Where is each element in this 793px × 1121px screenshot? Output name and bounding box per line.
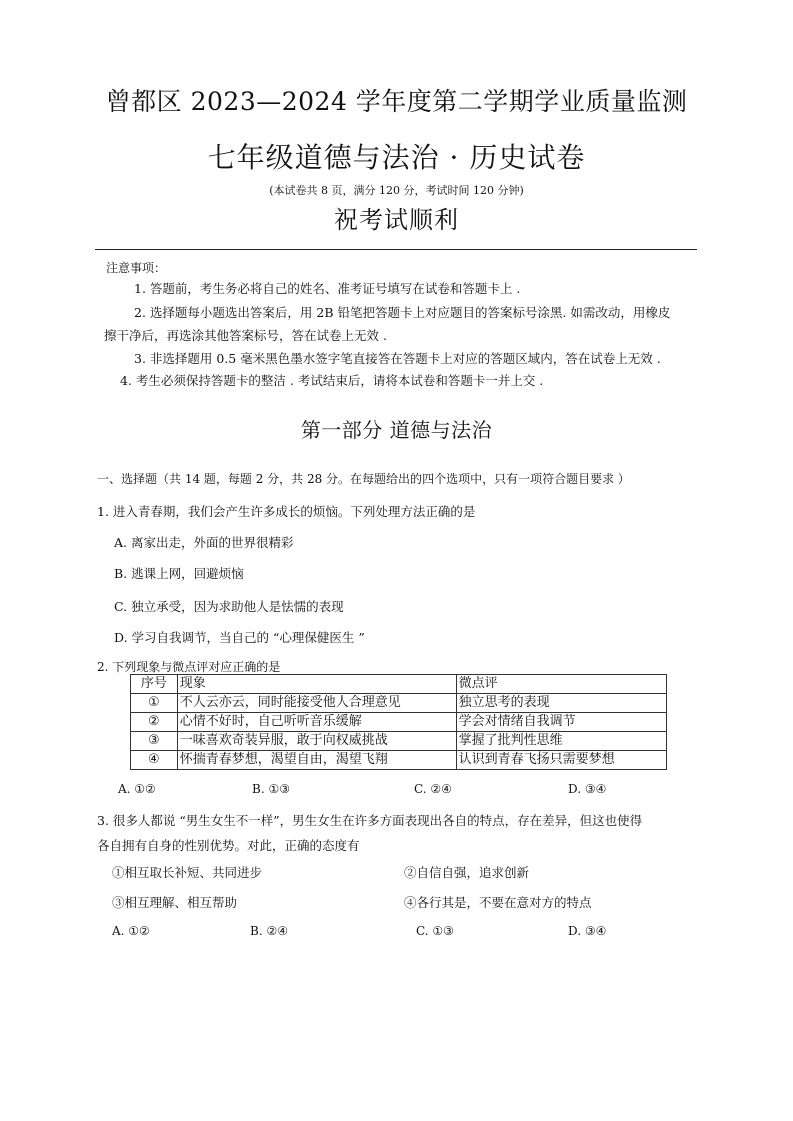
table-header-cell: 序号 <box>131 675 178 694</box>
notice-item-2b: 擦干净后，再选涂其他答案标号，答在试卷上无效 . <box>104 328 387 343</box>
q1-option-c: C. 独立承受，因为求助他人是怯懦的表现 <box>114 599 344 614</box>
q3-option-c: C. ①③ <box>416 924 454 938</box>
q3-statement-1: ①相互取长补短、共同进步 <box>112 865 263 880</box>
table-row <box>131 713 667 732</box>
q2-option-c: C. ②④ <box>414 782 452 796</box>
notice-item-1: 1. 答题前，考生务必将自己的姓名、准考证号填写在试卷和答题卡上 . <box>134 281 521 296</box>
table-cell: ② <box>131 713 178 732</box>
exam-title: 曾都区 2023—2024 学年度第二学期学业质量监测 <box>105 87 688 116</box>
table-cell: ④ <box>131 751 178 770</box>
q1-option-d: D. 学习自我调节，当自己的 “心理保健医生 ” <box>114 630 365 645</box>
notice-heading: 注意事项： <box>106 261 167 275</box>
table-cell: 学会对情绪自我调节 <box>456 713 666 732</box>
q2-option-b: B. ①③ <box>252 782 290 796</box>
q1-stem: 1. 进入青春期，我们会产生许多成长的烦恼。下列处理方法正确的是 <box>97 504 476 519</box>
section-title: 第一部分 道德与法治 <box>300 418 493 442</box>
table-row <box>131 751 667 770</box>
notice-item-4: 4. 考生必须保持答题卡的整洁 . 考试结束后，请将本试卷和答题卡一并上交 . <box>120 373 544 388</box>
table-cell: 独立思考的表现 <box>456 694 666 713</box>
table-cell: 认识到青春飞扬只需要梦想 <box>456 751 666 770</box>
table-header-cell: 现象 <box>177 675 456 694</box>
table-cell: 不人云亦云，同时能接受他人合理意见 <box>177 694 456 713</box>
q3-stem-line2: 各自拥有自身的性别优势。对此，正确的态度有 <box>97 838 360 853</box>
part-intro: 一、选择题（共 14 题，每题 2 分，共 28 分。在每题给出的四个选项中，只有一项符合题目要求 ） <box>97 472 630 486</box>
q3-statement-3: ③相互理解、相互帮助 <box>112 895 238 910</box>
subject-title: 七年级道德与法治 · 历史试卷 <box>207 141 586 174</box>
header-divider <box>95 249 697 250</box>
wish-text: 祝考试顺利 <box>334 206 459 234</box>
table-cell: ① <box>131 694 178 713</box>
table-row <box>131 694 667 713</box>
q3-option-a: A. ①② <box>112 924 150 938</box>
notice-item-3: 3. 非选择题用 0.5 毫米黑色墨水签字笔直接答在答题卡上对应的答题区域内，答在试卷上无效 . <box>134 351 661 366</box>
table-header-cell: 微点评 <box>456 675 666 694</box>
q3-option-b: B. ②④ <box>250 924 288 938</box>
q2-option-a: A. ①② <box>118 782 156 796</box>
q3-statement-4: ④各行其是，不要在意对方的特点 <box>404 895 592 910</box>
table-cell: 怀揣青春梦想，渴望自由，渴望飞翔 <box>177 751 456 770</box>
table-cell: 一味喜欢奇装异服，敢于向权威挑战 <box>177 732 456 751</box>
table-cell: ③ <box>131 732 178 751</box>
q3-statement-2: ②自信自强，追求创新 <box>404 865 530 880</box>
q2-option-d: D. ③④ <box>568 782 607 796</box>
table-cell: 掌握了批判性思维 <box>456 732 666 751</box>
q3-stem-line1: 3. 很多人都说 “男生女生不一样”，男生女生在许多方面表现出各自的特点，存在差异，但这也使得 <box>97 813 643 828</box>
table-cell: 心情不好时，自己听听音乐缓解 <box>177 713 456 732</box>
table-header-row <box>131 675 667 694</box>
q1-option-b: B. 逃课上网，回避烦恼 <box>114 566 244 581</box>
exam-info: (本试卷共 8 页，满分 120 分，考试时间 120 分钟) <box>269 184 524 197</box>
table-row <box>131 732 667 751</box>
q1-option-a: A. 离家出走，外面的世界很精彩 <box>114 535 294 550</box>
q2-stem: 2. 下列现象与微点评对应正确的是 <box>97 660 281 674</box>
q3-option-d: D. ③④ <box>568 924 607 938</box>
notice-item-2a: 2. 选择题每小题选出答案后，用 2B 铅笔把答题卡上对应题目的答案标号涂黑. 如需改动，用橡皮 <box>134 305 671 320</box>
q2-table <box>130 674 667 770</box>
